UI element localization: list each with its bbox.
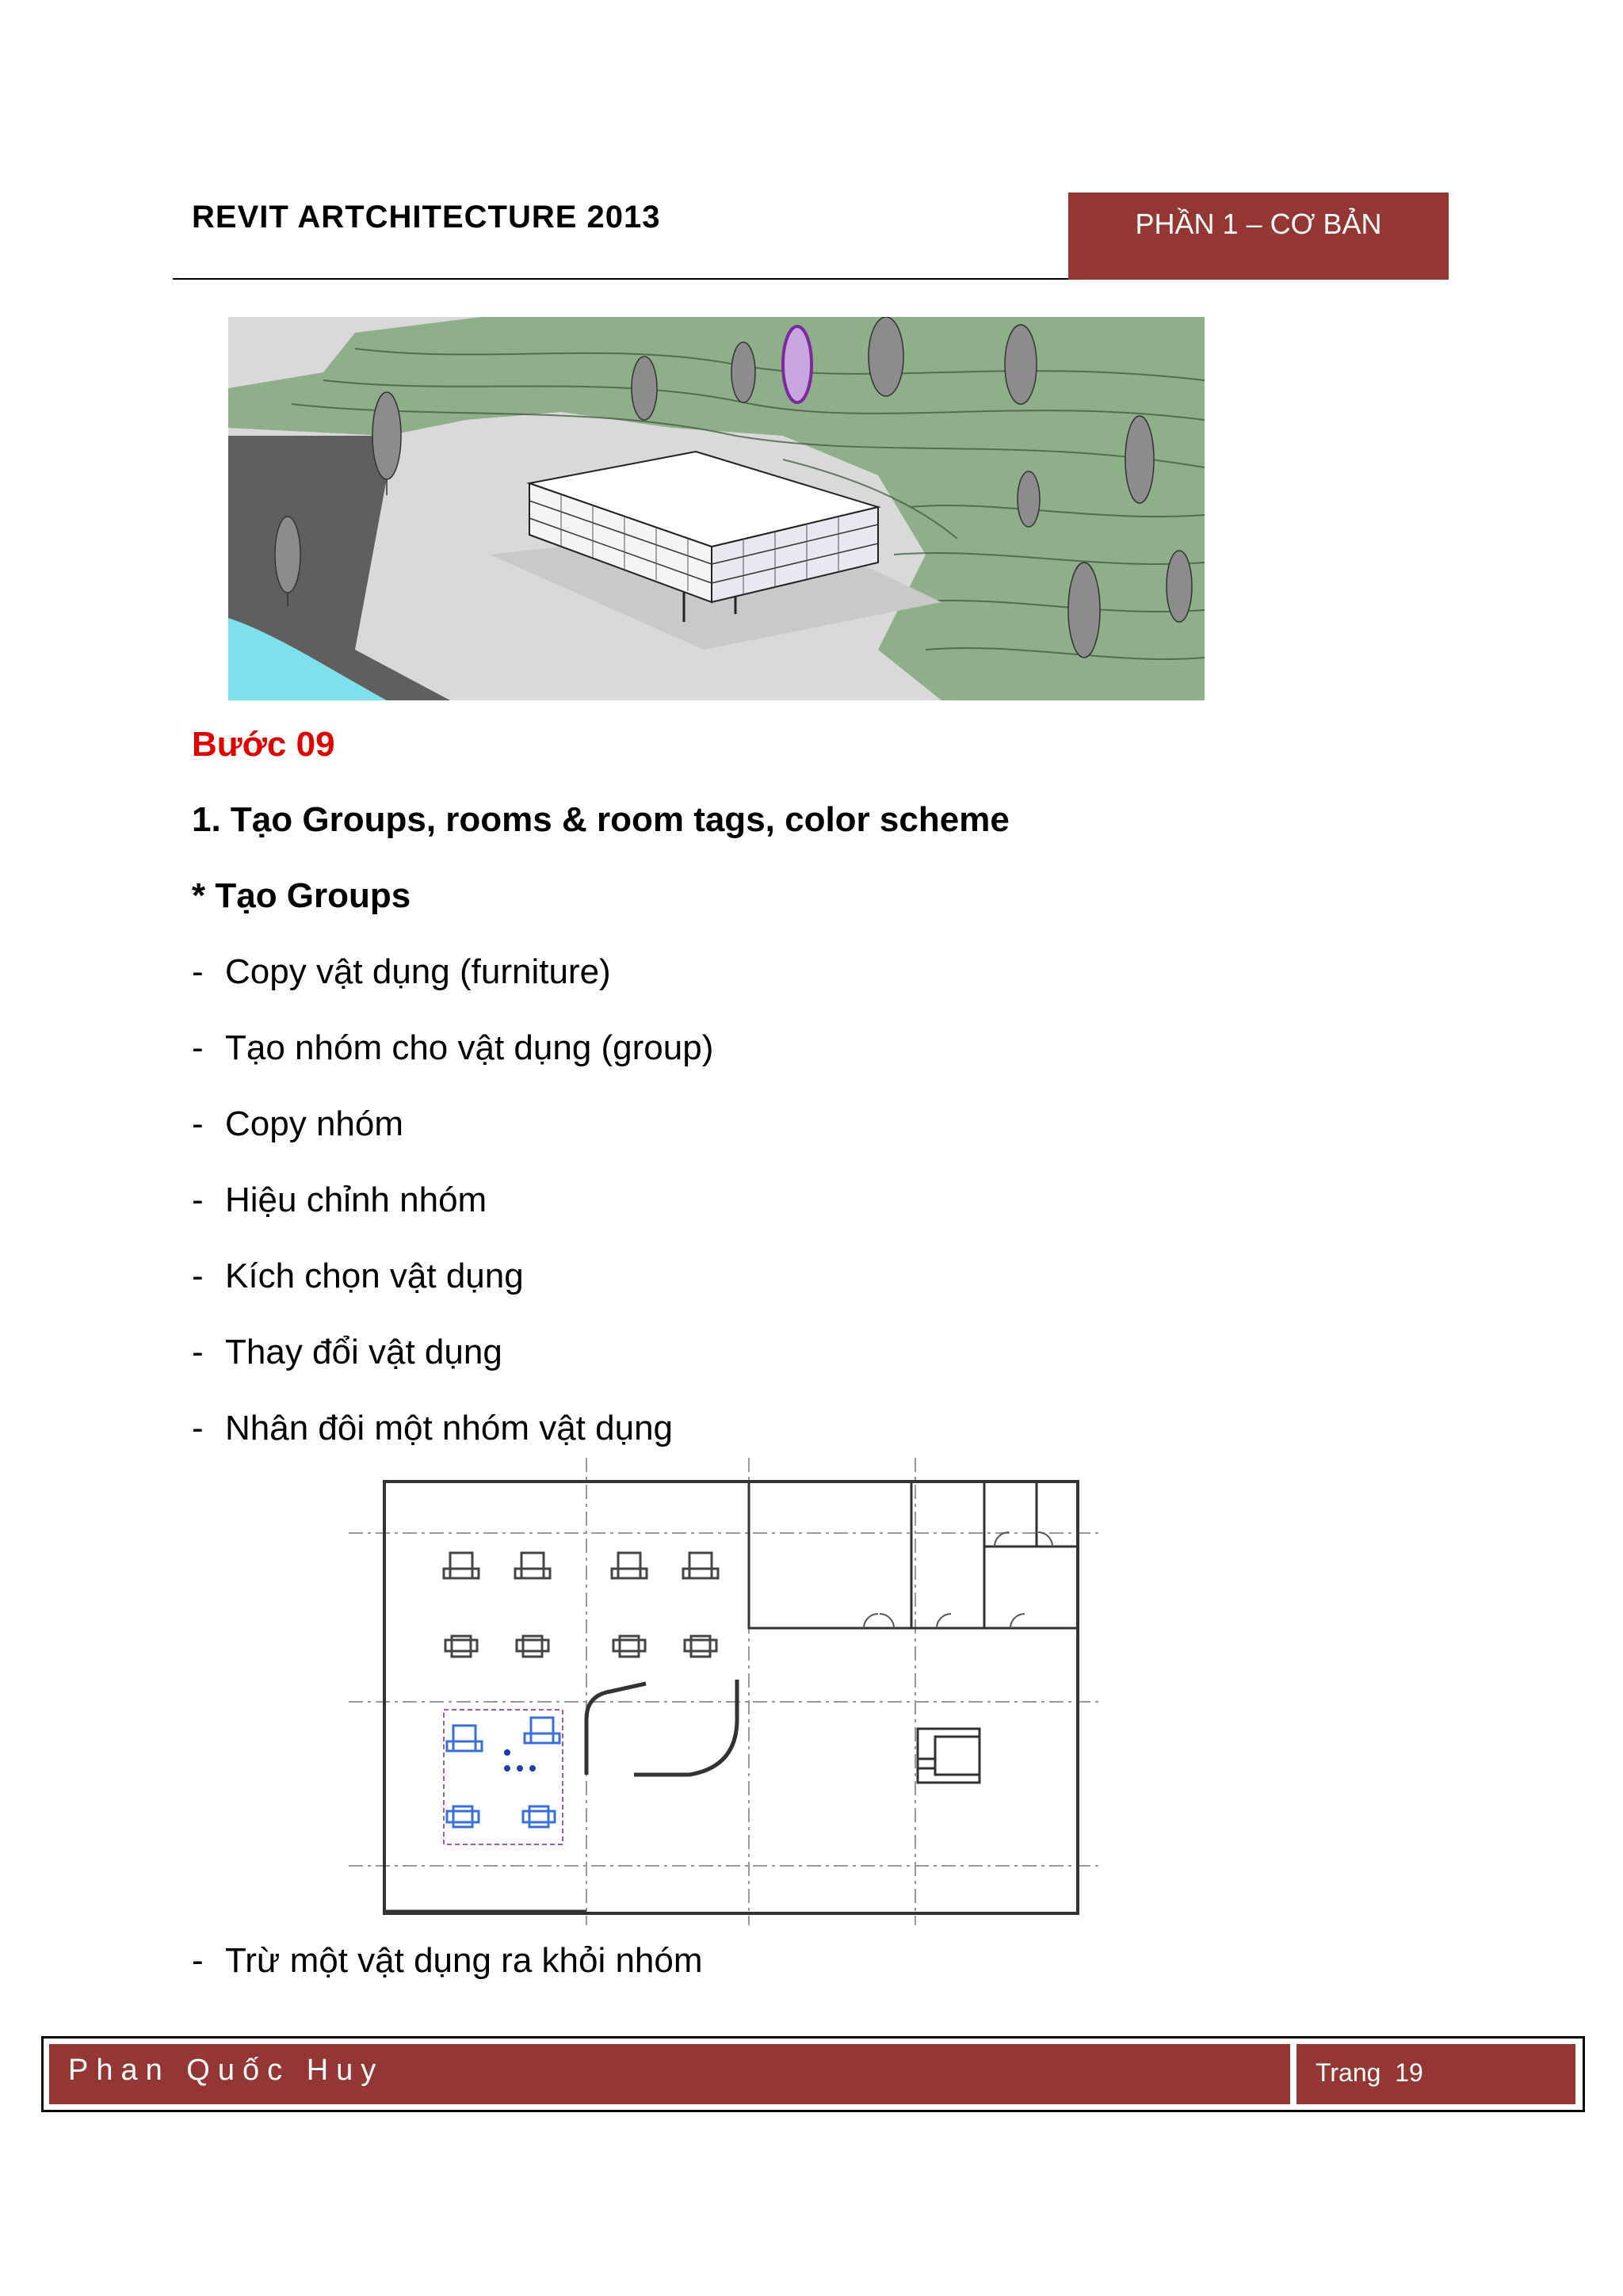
list-item [192, 1257, 524, 1296]
list-item [192, 1104, 403, 1144]
bullet-marker: - [192, 1028, 204, 1067]
list-item [192, 1333, 502, 1372]
bullet-marker: - [192, 1180, 204, 1219]
bullet-marker: - [192, 1104, 204, 1143]
main-heading: 1. Tạo Groups, rooms & room tags, color scheme [192, 800, 1010, 839]
list-item-text: Kích chọn vật dụng [225, 1257, 524, 1295]
site-3d-view-image [228, 317, 1205, 700]
sub-heading: * Tạo Groups [192, 876, 411, 915]
page-number-value: 19 [1395, 2058, 1423, 2087]
list-item-text: Trừ một vật dụng ra khỏi nhóm [225, 1941, 703, 1980]
page-label: Trang [1316, 2058, 1381, 2087]
list-item [192, 952, 611, 992]
floor-plan-image [349, 1458, 1102, 1925]
list-item-text: Copy nhóm [225, 1104, 404, 1143]
footer-author: Phan Quốc Huy [68, 2054, 384, 2087]
section-label: PHẦN 1 – CƠ BẢN [1135, 208, 1382, 240]
bullet-marker: - [192, 952, 204, 991]
document-title: REVIT ARTCHITECTURE 2013 [192, 200, 661, 235]
list-item-text: Thay đổi vật dụng [225, 1333, 502, 1371]
list-item [192, 1941, 703, 1981]
bullet-marker: - [192, 1409, 204, 1447]
step-heading: Bước 09 [192, 725, 335, 764]
list-item-text: Hiệu chỉnh nhóm [225, 1180, 487, 1219]
list-item [192, 1028, 713, 1068]
list-item-text: Copy vật dụng (furniture) [225, 952, 611, 991]
bullet-marker: - [192, 1941, 204, 1980]
list-item-text: Nhân đôi một nhóm vật dụng [225, 1409, 674, 1447]
list-item [192, 1180, 487, 1220]
page-number [1316, 2058, 1423, 2088]
bullet-marker: - [192, 1333, 204, 1371]
header-divider [173, 278, 1068, 280]
bullet-marker: - [192, 1257, 204, 1295]
list-item-text: Tạo nhóm cho vật dụng (group) [225, 1028, 714, 1067]
list-item [192, 1409, 673, 1448]
